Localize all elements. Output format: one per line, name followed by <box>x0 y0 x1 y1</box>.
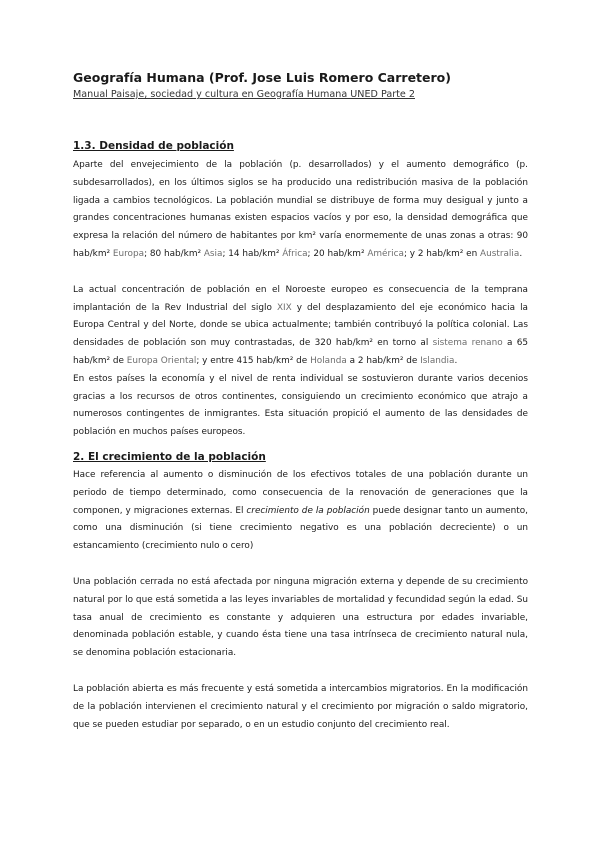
term-crecimiento-poblacion: crecimiento de la población <box>246 505 370 516</box>
paragraph-text: La actual concentración de población en el Noroeste europeo es consecuencia de la temprana implantación de la Rev Industrial del siglo <box>73 284 528 313</box>
paragraph-crecimiento-1 <box>73 467 528 556</box>
paragraph-densidad-3: En estos países la economía y el nivel de renta individual se sostuvieron durante varios decenios gracias a los recursos de otros continentes, consiguiendo un crecimiento económico que atrajo a numerosos contingentes de inmigrantes. Esta situación propició el aumento de las densidades de población en muchos países europeos. <box>73 373 528 438</box>
document-title: Geografía Humana (Prof. Jose Luis Romero Carretero) <box>73 70 451 85</box>
section-heading-densidad: 1.3. Densidad de población <box>73 140 234 152</box>
paragraph-text: Hace referencia al aumento o disminución de los efectivos totales de una población durante un periodo de tiempo determinado, como consecuencia de la renovación de generaciones que la componen, y migraciones externas. El <box>73 469 528 516</box>
region-holanda: Holanda <box>310 355 347 366</box>
term-sistema-renano: sistema renano <box>432 338 503 349</box>
paragraph-text: ; y entre 415 hab/km² de <box>196 355 311 366</box>
paragraph-text: Aparte del envejecimiento de la población (p. desarrollados) y el aumento demográfico (p. subdesarrollados), en los últimos siglos se ha producido una redistribución masiva de la población ligada a cambios tecnológicos. La población mundial se distribuye de forma muy desigual y junto a grandes concentraciones humanas existen espacios vacíos y por eso, la densidad demográfica que expresa la relación del número de habitantes por km² varía enormemente de unas zonas a otras: 90 hab/km² <box>73 160 528 259</box>
document-page <box>73 70 528 734</box>
region-asia: Asia <box>203 248 223 259</box>
paragraph-text: ; 80 hab/km² <box>144 248 204 259</box>
paragraph-densidad-1 <box>73 157 528 264</box>
paragraph-text: puede designar tanto un aumento, como una disminución (si tiene crecimiento negativo es una población decreciente) o un estancamiento (crecimiento nulo o cero) <box>73 505 528 552</box>
paragraph-crecimiento-3: La población abierta es más frecuente y está sometida a intercambios migratorios. En la modificación de la población intervienen el crecimiento natural y el crecimiento por migración o saldo migratorio, que se pueden estudiar por separado, o en un estudio conjunto del crecimiento real. <box>73 683 528 730</box>
paragraph-text: a 65 hab/km² de <box>73 338 529 366</box>
paragraph-text: ; 14 hab/km² <box>222 248 283 259</box>
section-heading-crecimiento: 2. El crecimiento de la población <box>73 450 266 463</box>
term-xix: XIX <box>276 302 292 313</box>
paragraph-text: ; y 2 hab/km² en <box>403 248 481 259</box>
region-australia: Australia <box>480 248 520 259</box>
paragraph-text: y del desplazamiento del eje económico hacia la Europa Central y del Norte, donde se ubica actualmente; también contribuyó la política colonial. Las densidades de población son muy contrastadas, de 320 hab/km² en torno al <box>73 302 528 349</box>
paragraph-text: . <box>454 355 458 366</box>
paragraph-densidad-2 <box>73 282 528 371</box>
paragraph-text: ; 20 hab/km² <box>307 248 368 259</box>
paragraph-text: a 2 hab/km² de <box>346 355 421 366</box>
document-subtitle: Manual Paisaje, sociedad y cultura en Geografía Humana UNED Parte 2 <box>73 89 415 100</box>
region-africa: África <box>282 248 308 259</box>
region-america: América <box>367 248 404 259</box>
region-europa: Europa <box>112 248 145 259</box>
region-islandia: Islandia <box>420 355 455 366</box>
paragraph-crecimiento-2: Una población cerrada no está afectada por ninguna migración externa y depende de su crecimiento natural por lo que está sometida a las leyes invariables de mortalidad y fecundidad según la edad. Su tasa anual de crecimiento es constante y adquieren una estructura por edades invariable, denominada población estable, y cuando ésta tiene una tasa intrínseca de crecimiento natural nula, se denomina población estacionaria. <box>73 576 528 659</box>
region-europa-oriental: Europa Oriental <box>126 355 197 366</box>
paragraph-text: . <box>519 248 523 259</box>
